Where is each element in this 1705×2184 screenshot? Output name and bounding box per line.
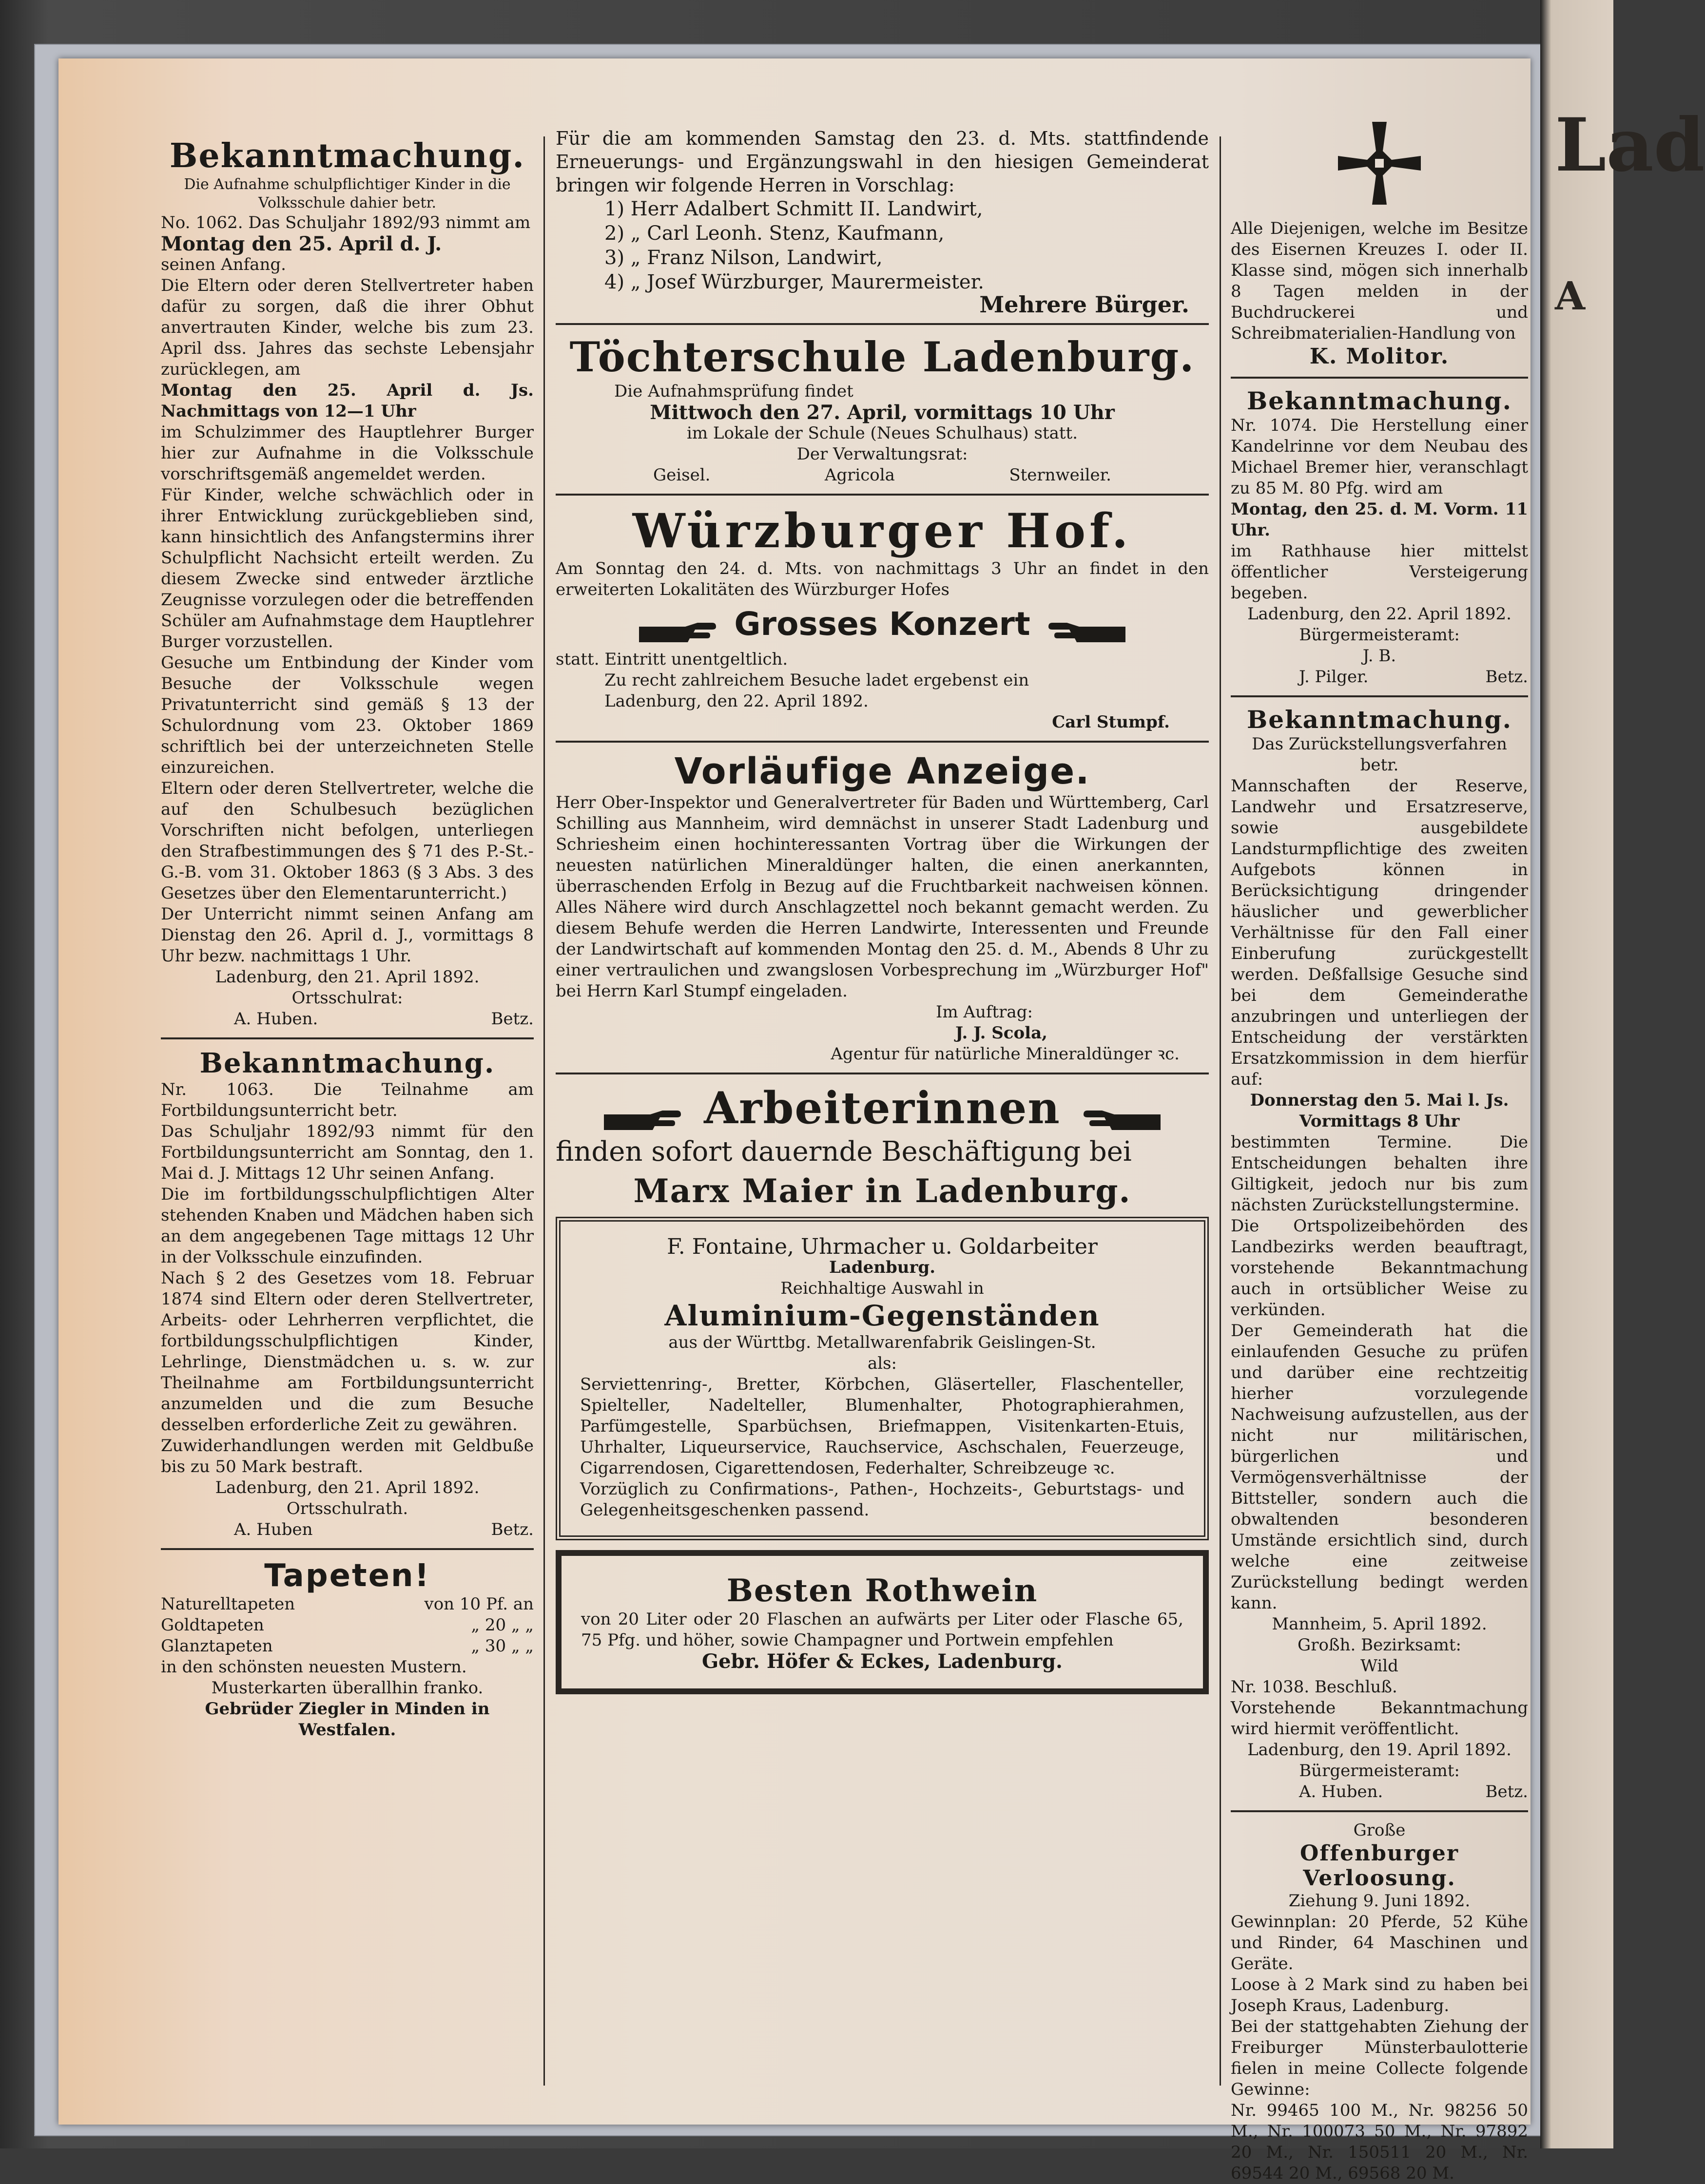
- tapeten-type: Naturelltapeten: [161, 1594, 295, 1614]
- bekanntmachung-2-p5: Zuwiderhandlungen werden mit Geldbuße bis zu 50 Mark bestraft.: [161, 1436, 534, 1476]
- tapeten-price: von 10 Pf. an: [424, 1594, 534, 1614]
- bekanntmachung-1-p8: Der Unterricht nimmt seinen Anfang am Dienstag den 26. April d. J., vormittags 8 Uhr bezw. nachmittags 1 Uhr.: [161, 904, 534, 966]
- column-2: [556, 127, 1209, 1704]
- eisernes-kreuz-text: Alle Diejenigen, welche im Besitze des Eisernen Kreuzes I. oder II. Klasse sind, mögen sich innerhalb 8 Tagen melden in der Buchdruckerei und Schreibmaterialien-Handlung von: [1231, 219, 1528, 343]
- bekanntmachung-4-p1: Mannschaften der Reserve, Landwehr und Ersatzreserve, sowie ausgebildete Landsturmpflichtige des zweiten Aufgebots können in Berücksichtigung dringender häuslicher und gewerblicher Verhältnisse für den Fall einer Einberufung zurückgestellt werden. Deßfallsige Gesuche sind bei dem Gemeinderathe anzubringen und unterliegen der Entscheidung der verstärkten Ersatzkommission in dem hierfür auf:: [1231, 776, 1528, 1089]
- bekanntmachung-1-p1: No. 1062. Das Schuljahr 1892/93 nimmt am: [161, 213, 531, 232]
- column-rule-2: [1220, 136, 1221, 2086]
- fontaine-gifts: Vorzüglich zu Confirmations-, Pathen-, Hochzeits-, Geburtstags- und Gelegenheitsgeschenken passend.: [580, 1479, 1184, 1520]
- wuerzburger-hof-signature: Carl Stumpf.: [1052, 712, 1170, 732]
- bekanntmachung-4-p3: Die Ortspolizeibehörden des Landbezirks werden beauftragt, vorstehende Bekanntmachung auch in ortsüblicher Weise zu verkünden.: [1231, 1216, 1528, 1320]
- column-rule-1: [543, 136, 545, 2086]
- fontaine-line-4: Aluminium-Gegenständen: [664, 1299, 1100, 1332]
- bekanntmachung-3-place: Ladenburg, den 22. April 1892.: [1247, 604, 1511, 624]
- bekanntmachung-2-signature-row: [161, 1519, 534, 1540]
- arbeiterinnen-banner: [556, 1082, 1209, 1134]
- tapeten-p1: in den schönsten neuesten Mustern.: [161, 1657, 467, 1677]
- divider: [1231, 695, 1528, 697]
- arbeiterinnen-text: finden sofort dauernde Beschäftigung bei: [556, 1135, 1132, 1168]
- bekanntmachung-1-betz: Betz.: [491, 1009, 534, 1029]
- wahl-signature: Mehrere Bürger.: [979, 291, 1189, 318]
- tapeten-p2: Musterkarten überallhin franko.: [211, 1678, 484, 1698]
- arbeiterinnen-firm: Marx Maier in Ladenburg.: [633, 1171, 1131, 1210]
- pointing-hand-right-icon: [604, 1110, 682, 1132]
- vorlaeufige-anzeige-body: Herr Ober-Inspektor und Generalvertreter für Baden und Württemberg, Carl Schilling aus Mannheim, wird demnächst in unserer Stadt Ladenburg und Schriesheim einen hochinteressanten Vortrag über die Wirkungen der neuesten natürlichen Mineraldünger halten, die einen anerkannten, überraschenden Erfolg in Bezug auf die Fruchtbarkeit nachweisen können. Alles Nähere wird durch Anschlagzettel noch bekannt gemacht werden. Zu diesem Behufe werden die Herren Landwirte, Interessenten und Freunde der Landwirtschaft auf kommenden Montag den 25. d. M., Abends 8 Uhr zu einer vertraulichen und zwangslosen Vorbesprechung im „Würzburger Hof" bei Herrn Karl Stumpf eingeladen.: [556, 792, 1209, 1001]
- bekanntmachung-4-place2: Ladenburg, den 19. April 1892.: [1247, 1740, 1511, 1760]
- bekanntmachung-4-subject: Das Zurückstellungsverfahren betr.: [1252, 734, 1507, 775]
- verloosung-p1: Gewinnplan: 20 Pferde, 52 Kühe und Rinder, 64 Maschinen und Geräte.: [1231, 1912, 1528, 1973]
- bekanntmachung-4-signature-row: [1231, 1782, 1528, 1802]
- bekanntmachung-1-place: Ladenburg, den 21. April 1892.: [215, 967, 480, 987]
- vorlaeufige-anzeige-signature: J. J. Scola,: [955, 1023, 1047, 1043]
- konzert-banner: [556, 605, 1209, 644]
- bekanntmachung-4-signature: A. Huben.: [1299, 1782, 1383, 1801]
- pointing-hand-left-icon: [1047, 622, 1125, 644]
- bekanntmachung-4-betz: Betz.: [1485, 1782, 1528, 1801]
- verloosung-p3: Bei der stattgehabten Ziehung der Freiburger Münsterbaulotterie fielen in meine Collecte folgende Gewinne:: [1231, 2017, 1528, 2099]
- vorlaeufige-anzeige-title: Vorläufige Anzeige.: [674, 750, 1090, 792]
- bekanntmachung-1-signature-row: [161, 1009, 534, 1030]
- verloosung-p4: Nr. 99465 100 M., Nr. 98256 50 M., Nr. 100073 50 M., Nr. 97892 20 M., Nr. 150511 20 M., Nr. 69544 20 M., 69568 20 M.: [1231, 2101, 1528, 2183]
- divider: [556, 1073, 1209, 1074]
- divider: [556, 323, 1209, 325]
- tapeten-price-row: [161, 1636, 534, 1657]
- bekanntmachung-4-authority: Großh. Bezirksamt:: [1298, 1635, 1461, 1655]
- bekanntmachung-1-title: Bekanntmachung.: [169, 136, 525, 175]
- eisernes-kreuz-signature: K. Molitor.: [1309, 344, 1450, 369]
- wuerzburger-hof-p3: Zu recht zahlreichem Besuche ladet ergebenst ein: [604, 670, 1029, 690]
- bekanntmachung-3-p2: im Rathhause hier mittelst öffentlicher Versteigerung begeben.: [1231, 541, 1528, 603]
- bekanntmachung-3-signature: J. Pilger.: [1299, 667, 1369, 687]
- pointing-hand-left-icon: [1083, 1110, 1161, 1132]
- toechterschule-name-2: Agricola: [824, 465, 895, 485]
- bekanntmachung-1-p2: seinen Anfang.: [161, 255, 286, 274]
- toechterschule-rat: Der Verwaltungsrat:: [796, 444, 968, 464]
- wuerzburger-hof-p2: statt. Eintritt unentgeltlich.: [556, 649, 788, 669]
- tapeten-type: Goldtapeten: [161, 1615, 264, 1635]
- column-3: [1231, 117, 1528, 2184]
- fontaine-line-6: als:: [867, 1353, 897, 1373]
- bekanntmachung-1-p3: Die Eltern oder deren Stellvertreter haben dafür zu sorgen, daß die ihrer Obhut anvertrauten Kinder, welche bis zum 23. April dss. Jahres das sechste Lebensjahr zurücklegen, am: [161, 276, 534, 379]
- bekanntmachung-3-date: Montag, den 25. d. M. Vorm. 11 Uhr.: [1231, 499, 1528, 540]
- bekanntmachung-2-authority: Ortsschulrath.: [286, 1499, 408, 1518]
- wahl-candidate-list: [604, 197, 1209, 294]
- fontaine-line-5: aus der Württbg. Metallwarenfabrik Geislingen-St.: [668, 1332, 1096, 1352]
- fontaine-items: Serviettenring-, Bretter, Körbchen, Gläserteller, Flaschenteller, Spielteller, Nadelteller, Blumenhalter, Photographierahmen, Parfümgestelle, Sparbüchsen, Briefmappen, Visitenkarten-Etuis, Uhrhalter, Liqueurservice, Rauchservice, Aschschalen, Feuerzeuge, Cigarrendosen, Cigarettendosen, Federhalter, Schreibzeuge ꝛc.: [580, 1374, 1184, 1478]
- toechterschule-date: Mittwoch den 27. April, vormittags 10 Uhr: [650, 401, 1115, 424]
- bekanntmachung-3-p1: Nr. 1074. Die Herstellung einer Kandelrinne vor dem Neubau des Michael Bremer hier, veranschlagt zu 85 M. 80 Pfg. wird am: [1231, 416, 1528, 498]
- bekanntmachung-2-betz: Betz.: [491, 1520, 534, 1539]
- bekanntmachung-4-p6: Vorstehende Bekanntmachung wird hiermit veröffentlicht.: [1231, 1698, 1528, 1739]
- bekanntmachung-2-signature: A. Huben: [234, 1520, 313, 1539]
- bekanntmachung-2-p4: Nach § 2 des Gesetzes vom 18. Februar 1874 sind Eltern oder deren Stellvertreter, Arbeits- oder Lehrherren verpflichtet, die fortbildungsschulpflichtigen Kinder, Lehrlinge, Dienstmädchen u. s. w. zur Theilnahme am Fortbildungsunterricht anzumelden und die zum Besuche desselben erforderliche Zeit zu gewähren.: [161, 1268, 534, 1435]
- bekanntmachung-4-title: Bekanntmachung.: [1246, 705, 1512, 734]
- wuerzburger-hof-place: Ladenburg, den 22. April 1892.: [604, 691, 869, 711]
- rothwein-body: von 20 Liter oder 20 Flaschen an aufwärts per Liter oder Flasche 65, 75 Pfg. und höher, sowie Champagner und Portwein empfehlen: [581, 1609, 1183, 1650]
- divider: [556, 741, 1209, 743]
- divider: [161, 1037, 534, 1039]
- divider: [1231, 377, 1528, 379]
- wuerzburger-hof-p1: Am Sonntag den 24. d. Mts. von nachmittags 3 Uhr an findet in den erweiterten Lokalitäten des Würzburger Hofes: [556, 559, 1209, 599]
- bekanntmachung-1-authority: Ortsschulrat:: [291, 988, 403, 1008]
- tapeten-firm: Gebrüder Ziegler in Minden in Westfalen.: [205, 1699, 490, 1740]
- verloosung-title: Offenburger Verloosung.: [1299, 1841, 1459, 1891]
- bekanntmachung-2-title: Bekanntmachung.: [199, 1047, 495, 1079]
- rothwein-title: Besten Rothwein: [726, 1572, 1038, 1609]
- bekanntmachung-2-p1: Nr. 1063. Die Teilnahme am Fortbildungsunterricht betr.: [161, 1080, 534, 1120]
- bekanntmachung-2-p2: Das Schuljahr 1892/93 nimmt für den Fortbildungsunterricht am Sonntag, den 1. Mai d. J. Mittags 12 Uhr seinen Anfang.: [161, 1122, 534, 1183]
- rothwein-firm: Gebr. Höfer & Eckes, Ladenburg.: [702, 1649, 1063, 1673]
- bekanntmachung-3-betz: Betz.: [1485, 667, 1528, 687]
- column-1: [161, 136, 534, 1741]
- wuerzburger-hof-title: Würzburger Hof.: [632, 503, 1132, 558]
- bekanntmachung-1-signature: A. Huben.: [234, 1009, 318, 1029]
- tapeten-price: „ 20 „ „: [471, 1615, 534, 1635]
- bekanntmachung-4-p2: bestimmten Termine. Die Entscheidungen behalten ihre Giltigkeit, jedoch nur bis zum nächsten Zurückstellungstermine.: [1231, 1132, 1528, 1215]
- divider: [161, 1548, 534, 1550]
- verloosung-p2: Loose à 2 Mark sind zu haben bei Joseph Kraus, Ladenburg.: [1231, 1975, 1528, 2015]
- wahl-candidate: 2) „ Carl Leonh. Stenz, Kaufmann,: [604, 222, 945, 245]
- bekanntmachung-1-p6: Gesuche um Entbindung der Kinder vom Besuche der Volksschule wegen Privatunterricht sind gemäß § 13 der Schulordnung vom 23. Oktober 1869 schriftlich bei der unterzeichneten Stelle einzureichen.: [161, 653, 534, 777]
- fontaine-line-1: F. Fontaine, Uhrmacher u. Goldarbeiter: [667, 1234, 1098, 1259]
- tapeten-price-row: [161, 1594, 534, 1615]
- wahl-intro: Für die am kommenden Samstag den 23. d. Mts. stattfindende Erneuerungs- und Ergänzungswahl in den hiesigen Gemeinderat bringen wir folgende Herren in Vorschlag:: [556, 128, 1209, 196]
- arbeiterinnen-title: Arbeiterinnen: [704, 1082, 1061, 1134]
- bekanntmachung-1-p5: Für Kinder, welche schwächlich oder in ihrer Entwicklung zurückgeblieben sind, kann hinsichtlich des Anfangstermins ihrer Schulpflicht Nachsicht erteilt werden. Zu diesem Zwecke sind entweder ärztliche Zeugnisse vorzulegen oder die betreffenden Schüler am Aufnahmstage dem Hauptlehrer Burger vorzustellen.: [161, 485, 534, 651]
- wahl-candidate: 4) „ Josef Würzburger, Maurermeister.: [604, 271, 985, 293]
- divider: [1231, 1810, 1528, 1812]
- tapeten-type: Glanztapeten: [161, 1636, 273, 1656]
- bekanntmachung-4-place: Mannheim, 5. April 1892.: [1272, 1614, 1487, 1634]
- konzert-label: Grosses Konzert: [734, 605, 1030, 643]
- bekanntmachung-4-date: Donnerstag den 5. Mai l. Js. Vormittags 8 Uhr: [1250, 1091, 1509, 1131]
- bekanntmachung-1-date2: Montag den 25. April d. Js. Nachmittags von 12—1 Uhr: [161, 381, 534, 421]
- vorlaeufige-anzeige-auftrag: Im Auftrag:: [936, 1002, 1033, 1022]
- rothwein-ad-frame: [556, 1550, 1209, 1694]
- toechterschule-names: [556, 465, 1209, 486]
- iron-cross-icon: [1333, 117, 1426, 210]
- toechterschule-name-1: Geisel.: [653, 465, 711, 485]
- bekanntmachung-3-authority: Bürgermeisteramt:: [1299, 625, 1460, 645]
- adjacent-page-heading: Lad: [1555, 102, 1705, 188]
- bekanntmachung-4-p5: Nr. 1038. Beschluß.: [1231, 1677, 1397, 1697]
- adjacent-page-edge: [1540, 0, 1705, 2148]
- verloosung-pre: Große: [1353, 1820, 1406, 1840]
- bekanntmachung-3-signature-row: [1231, 667, 1528, 688]
- toechterschule-name-3: Sternweiler.: [1009, 465, 1111, 485]
- toechterschule-title: Töchterschule Ladenburg.: [569, 333, 1195, 381]
- adjacent-page-letter: A: [1555, 273, 1586, 319]
- wahl-candidate: 1) Herr Adalbert Schmitt II. Landwirt,: [604, 198, 983, 220]
- bekanntmachung-3-jb: J. B.: [1362, 646, 1396, 666]
- bekanntmachung-1-date: Montag den 25. April d. J.: [161, 232, 442, 255]
- pointing-hand-right-icon: [639, 622, 717, 644]
- bekanntmachung-1-p4: im Schulzimmer des Hauptlehrer Burger hier zur Aufnahme in die Volksschule vorschriftsgemäß angemeldet werden.: [161, 422, 534, 484]
- wahl-candidate: 3) „ Franz Nilson, Landwirt,: [604, 247, 883, 269]
- verloosung-date: Ziehung 9. Juni 1892.: [1288, 1891, 1471, 1911]
- bekanntmachung-2-p3: Die im fortbildungsschulpflichtigen Alter stehenden Knaben und Mädchen haben sich an dem angegebenen Tage mittags 12 Uhr in der Volksschule einzufinden.: [161, 1185, 534, 1267]
- fontaine-ad-frame: [556, 1217, 1209, 1540]
- vorlaeufige-anzeige-agent: Agentur für natürliche Mineraldünger ꝛc.: [831, 1044, 1180, 1064]
- tapeten-price-row: [161, 1615, 534, 1636]
- bekanntmachung-4-p4: Der Gemeinderath hat die einlaufenden Gesuche zu prüfen und darüber eine rechtzeitig hierher vorzulegende Nachweisung aufzustellen, aus der nicht nur militärischen, bürgerlichen und Vermögensverhältnisse der Bittsteller, sondern auch die obwaltenden besonderen Umstände ersichtlich sind, durch welche eine zeitweise Zurückstellung bedingt werden kann.: [1231, 1321, 1528, 1613]
- bekanntmachung-1-p7: Eltern oder deren Stellvertreter, welche die auf den Schulbesuch bezüglichen Vorschriften nicht befolgen, unterliegen den Strafbestimmungen des § 71 des P.-St.-G.-B. vom 31. Oktober 1863 (§ 3 Abs. 3 des Gesetzes über den Elementarunterricht.): [161, 779, 534, 903]
- fontaine-line-3: Reichhaltige Auswahl in: [780, 1278, 984, 1298]
- toechterschule-p1: Die Aufnahmsprüfung findet: [614, 382, 853, 401]
- bekanntmachung-2-place: Ladenburg, den 21. April 1892.: [215, 1478, 480, 1497]
- fontaine-line-2: Ladenburg.: [829, 1257, 936, 1277]
- toechterschule-p2: im Lokale der Schule (Neues Schulhaus) statt.: [686, 423, 1078, 443]
- bekanntmachung-4-wild: Wild: [1360, 1656, 1398, 1676]
- divider: [556, 494, 1209, 496]
- tapeten-price-list: [161, 1594, 534, 1657]
- tapeten-title: Tapeten!: [264, 1558, 430, 1594]
- tapeten-price: „ 30 „ „: [471, 1636, 534, 1656]
- bekanntmachung-4-authority2: Bürgermeisteramt:: [1299, 1761, 1460, 1781]
- bekanntmachung-3-title: Bekanntmachung.: [1246, 386, 1512, 415]
- bekanntmachung-1-subject: Die Aufnahme schulpflichtiger Kinder in die Volksschule dahier betr.: [184, 176, 511, 211]
